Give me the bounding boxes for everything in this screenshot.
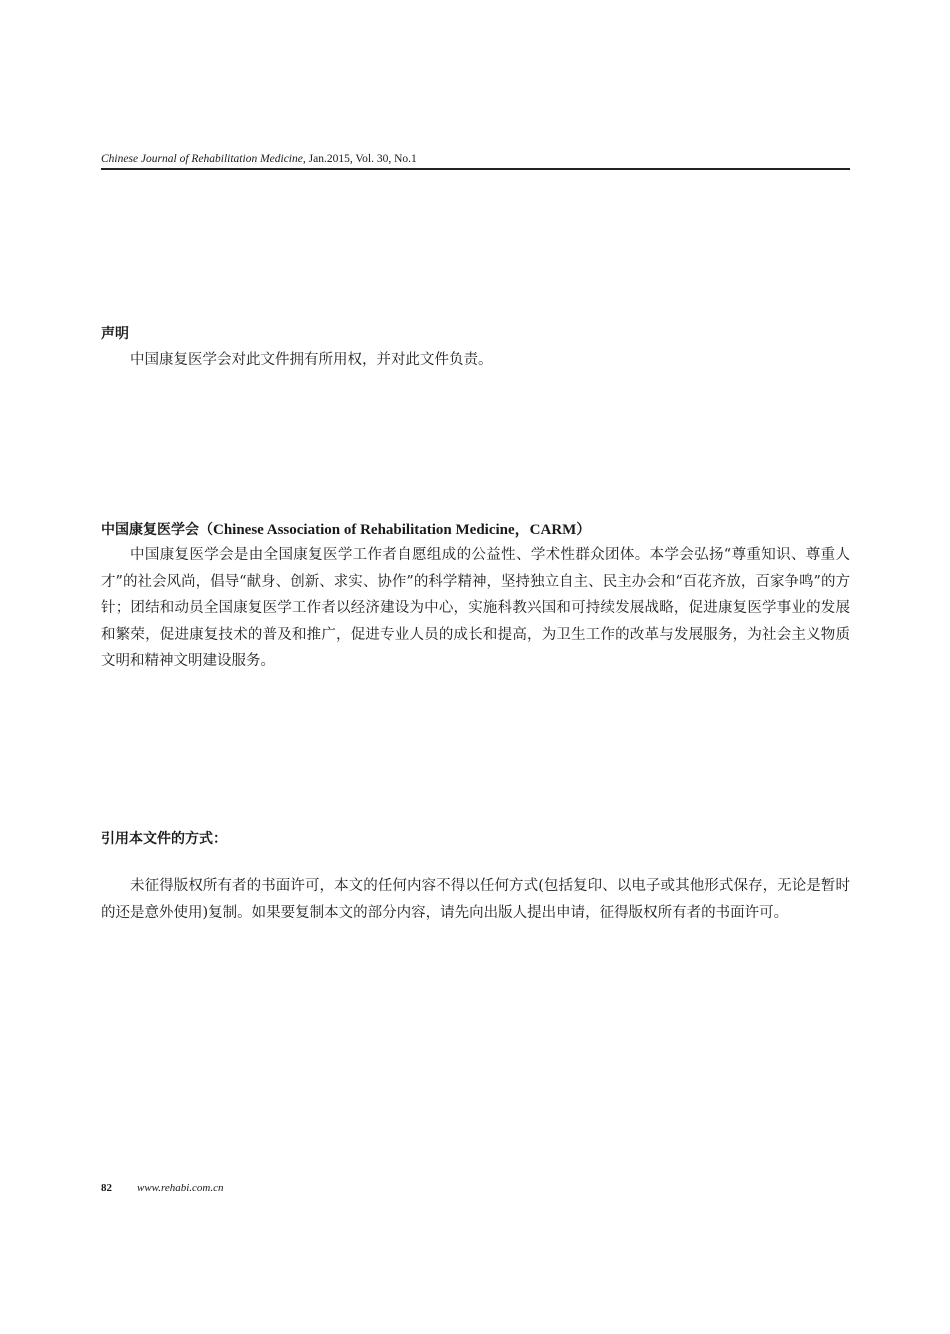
- carm-description: 中国康复医学会是由全国康复医学工作者自愿组成的公益性、学术性群众团体。本学会弘扬“尊重知识、尊重人才”的社会风尚，倡导“献身、创新、求实、协作”的科学精神，坚持独立自主、民主办会和“百花齐放，百家争鸣”的方针；团结和动员全国康复医学工作者以经济建设为中心，实施科教兴国和可持续发展战略，促进康复医学事业的发展和繁荣，促进康复技术的普及和推广，促进专业人员的成长和提高，为卫生工作的改革与发展服务，为社会主义物质文明和精神文明建设服务。: [101, 547, 850, 669]
- statement-text: 中国康复医学会对此文件拥有所用权，并对此文件负责。: [130, 352, 493, 368]
- statement-heading: 声明: [101, 326, 129, 342]
- running-header: [101, 150, 850, 168]
- carm-heading-cn: 中国康复医学会（: [101, 522, 213, 538]
- citation-heading: 引用本文件的方式：: [101, 831, 227, 847]
- carm-heading: [101, 519, 850, 541]
- header-rule: [101, 168, 850, 170]
- carm-heading-en: Chinese Association of Rehabilitation Medicine，CARM: [213, 522, 577, 538]
- page-number: 82: [101, 1182, 112, 1194]
- page-footer: [101, 1180, 223, 1196]
- website-link[interactable]: www.rehabi.com.cn: [137, 1182, 224, 1194]
- carm-heading-close: ）: [576, 522, 591, 538]
- citation-text: 未征得版权所有者的书面许可，本文的任何内容不得以任何方式(包括复印、以电子或其他形式保存，无论是暂时的还是意外使用)复制。如果要复制本文的部分内容，请先向出版人提出申请，征得版权所有者的书面许可。: [101, 878, 850, 921]
- issue-info: Jan.2015, Vol. 30, No.1: [305, 153, 417, 165]
- journal-name: Chinese Journal of Rehabilitation Medicine,: [101, 153, 306, 165]
